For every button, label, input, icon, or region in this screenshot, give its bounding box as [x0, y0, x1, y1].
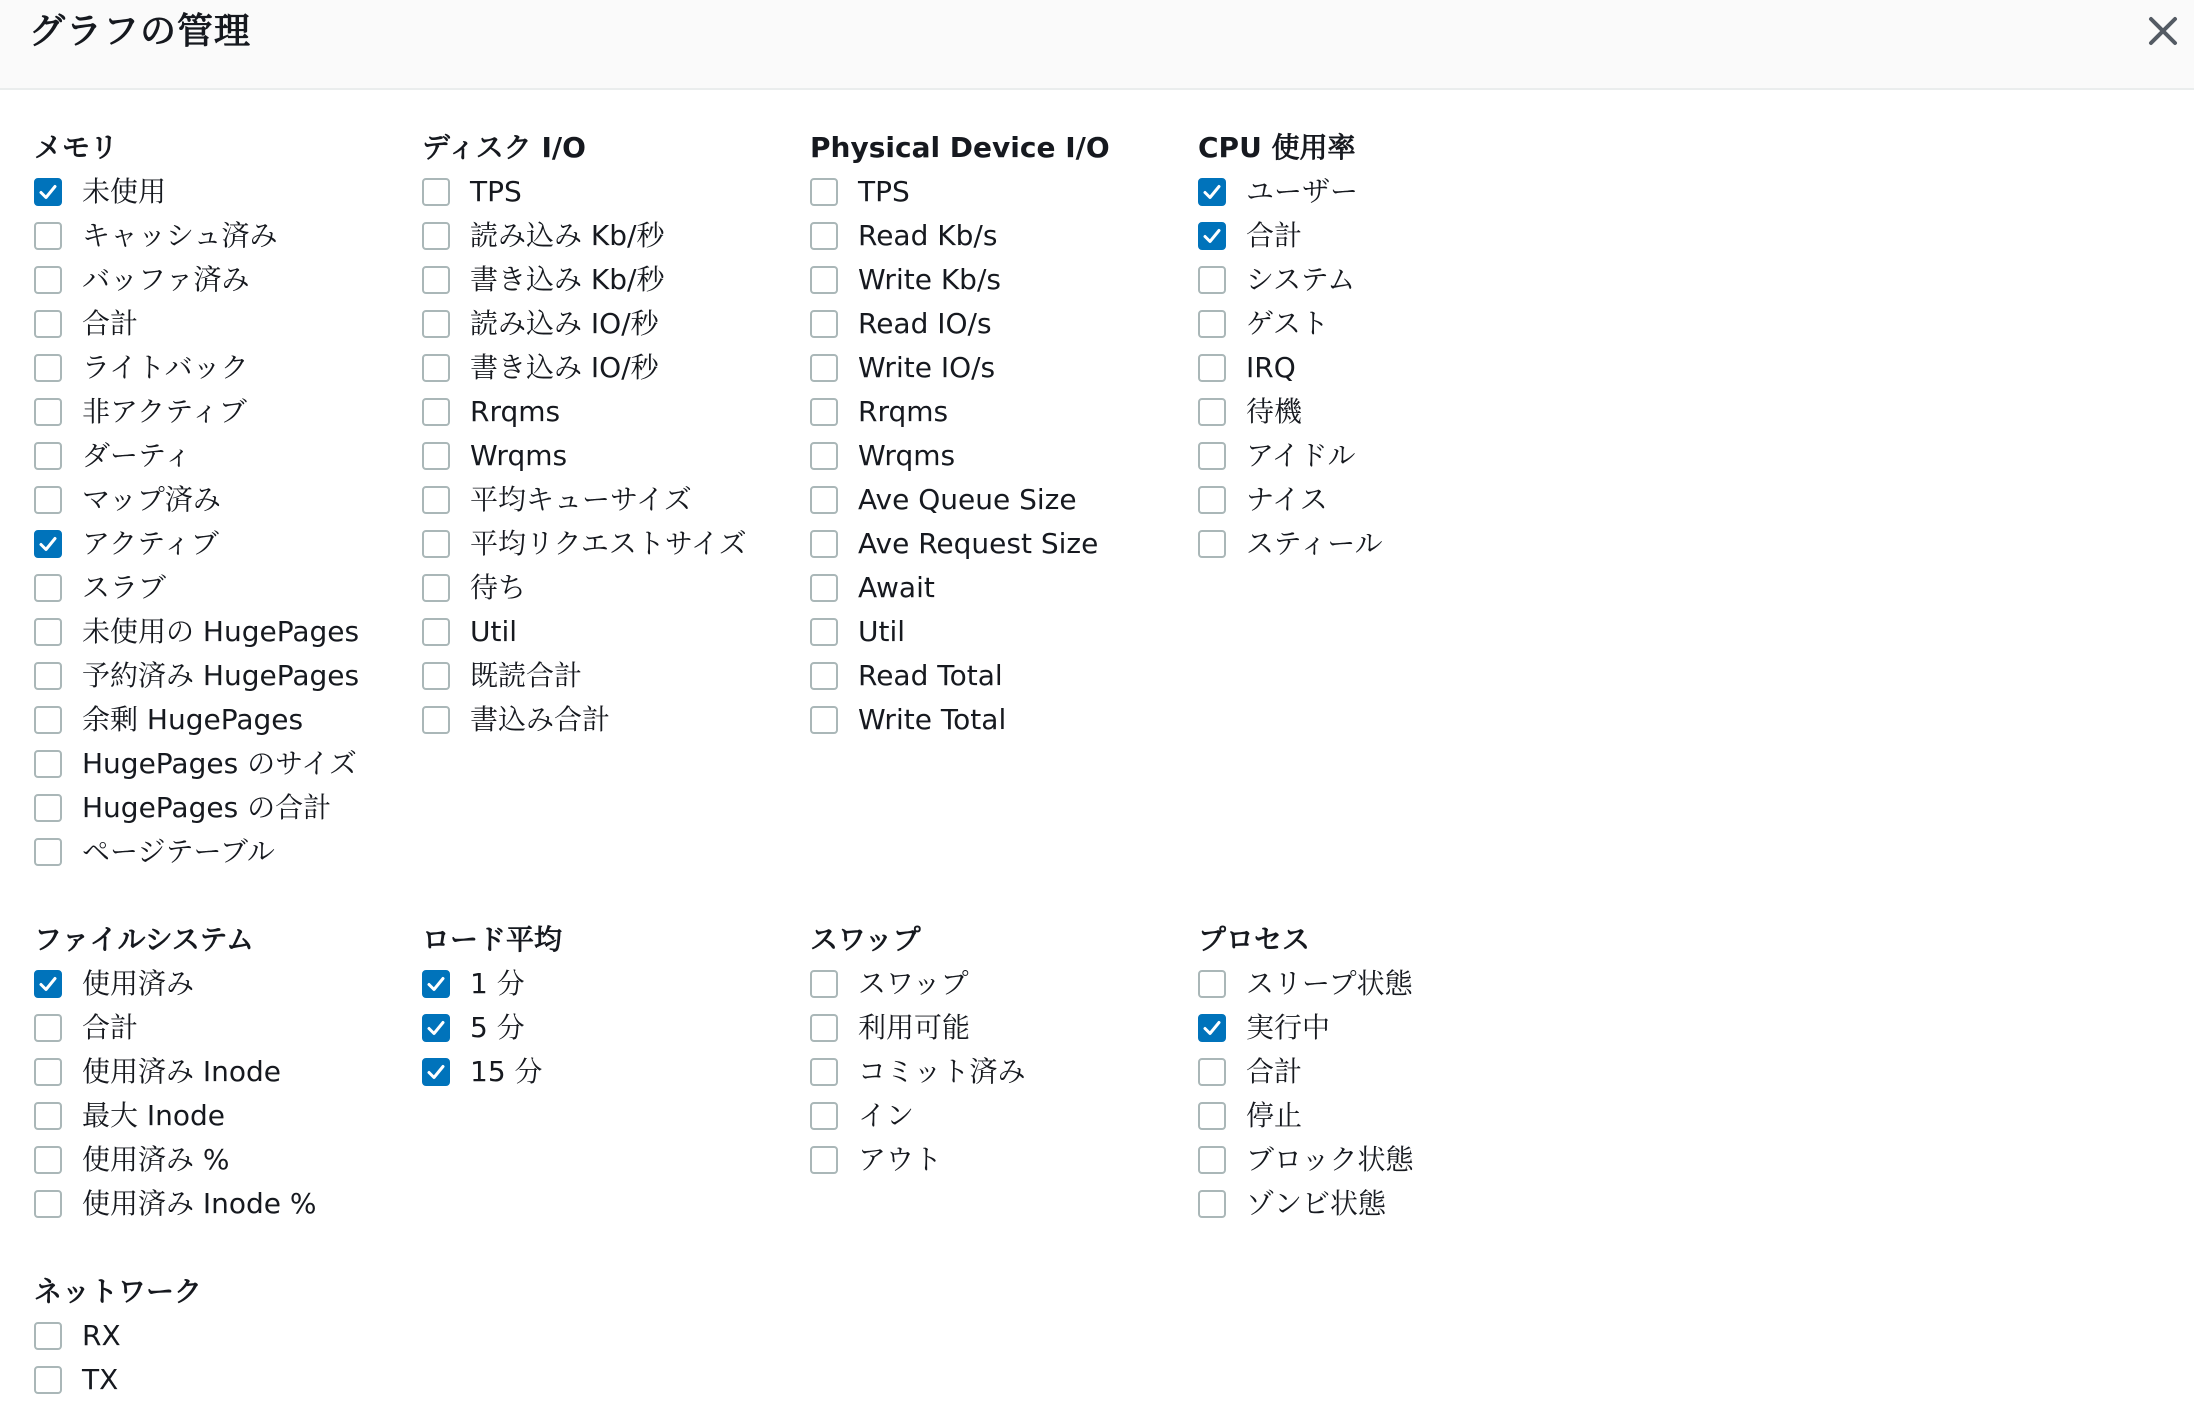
- checkbox-label: TPS: [470, 175, 522, 208]
- checkbox-unchecked[interactable]: [34, 838, 62, 866]
- checkbox-option[interactable]: [810, 1138, 1190, 1182]
- checkbox-checked[interactable]: [34, 530, 62, 558]
- checkbox-label: システム: [1246, 263, 1356, 296]
- checkbox-unchecked[interactable]: [34, 266, 62, 294]
- checkbox-option[interactable]: [810, 1006, 1190, 1050]
- checkbox-option[interactable]: [810, 478, 1190, 522]
- checkmark-icon: [426, 1018, 446, 1038]
- checkbox-label: スラブ: [82, 571, 167, 604]
- checkbox-label: Read Kb/s: [858, 219, 998, 252]
- checkbox-option[interactable]: [422, 302, 802, 346]
- checkbox-unchecked[interactable]: [1198, 398, 1226, 426]
- checkbox-label: Rrqms: [858, 395, 949, 428]
- checkbox-option[interactable]: [810, 258, 1190, 302]
- checkbox-option[interactable]: [422, 390, 802, 434]
- checkbox-label: 平均キューサイズ: [470, 483, 692, 516]
- checkbox-option[interactable]: [810, 566, 1190, 610]
- checkbox-unchecked[interactable]: [1198, 970, 1226, 998]
- checkbox-unchecked[interactable]: [422, 706, 450, 734]
- checkbox-label: バッファ済み: [82, 263, 250, 296]
- checkbox-unchecked[interactable]: [422, 530, 450, 558]
- checkbox-unchecked[interactable]: [34, 1102, 62, 1130]
- checkbox-label: HugePages の合計: [82, 791, 332, 824]
- checkbox-unchecked[interactable]: [1198, 486, 1226, 514]
- checkbox-label: ゲスト: [1246, 307, 1329, 340]
- checkbox-unchecked[interactable]: [810, 222, 838, 250]
- checkbox-label: ナイス: [1246, 483, 1328, 516]
- checkbox-unchecked[interactable]: [34, 1058, 62, 1086]
- checkbox-label: 読み込み Kb/秒: [470, 219, 665, 252]
- checkbox-option[interactable]: [1198, 170, 1578, 214]
- checkbox-label: Write Total: [858, 703, 1007, 736]
- checkbox-label: Read IO/s: [858, 307, 992, 340]
- checkbox-option[interactable]: [34, 698, 414, 742]
- checkbox-option[interactable]: [810, 434, 1190, 478]
- checkmark-icon: [38, 182, 58, 202]
- checkbox-label: 最大 Inode: [82, 1099, 226, 1132]
- checkbox-option[interactable]: [422, 654, 802, 698]
- checkbox-unchecked[interactable]: [810, 1014, 838, 1042]
- checkbox-label: ゾンビ状態: [1246, 1187, 1387, 1220]
- group-title-filesystem: ファイルシステム: [34, 923, 254, 956]
- checkbox-checked[interactable]: [1198, 1014, 1226, 1042]
- checkbox-option[interactable]: [34, 522, 414, 566]
- checkbox-option[interactable]: [810, 390, 1190, 434]
- checkbox-label: TPS: [858, 175, 910, 208]
- checkbox-label: 合計: [1246, 1055, 1303, 1088]
- checkbox-unchecked[interactable]: [422, 266, 450, 294]
- checkbox-label: Rrqms: [470, 395, 561, 428]
- checkbox-unchecked[interactable]: [34, 398, 62, 426]
- checkbox-label: 15 分: [470, 1055, 543, 1088]
- checkbox-unchecked[interactable]: [34, 706, 62, 734]
- checkbox-option[interactable]: [810, 1094, 1190, 1138]
- checkbox-option[interactable]: [422, 522, 802, 566]
- checkbox-unchecked[interactable]: [34, 442, 62, 470]
- checkbox-option[interactable]: [422, 962, 802, 1006]
- checkbox-label: 書き込み IO/秒: [470, 351, 659, 384]
- checkbox-option[interactable]: [1198, 390, 1578, 434]
- checkbox-label: 使用済み %: [82, 1143, 230, 1176]
- dialog-header: [0, 0, 2194, 90]
- checkbox-unchecked[interactable]: [34, 794, 62, 822]
- group-title-disk-io: ディスク I/O: [422, 131, 586, 164]
- checkbox-unchecked[interactable]: [34, 1322, 62, 1350]
- checkbox-label: 1 分: [470, 967, 525, 1000]
- checkbox-option[interactable]: [34, 390, 414, 434]
- checkbox-unchecked[interactable]: [422, 442, 450, 470]
- checkbox-label: Await: [858, 571, 935, 604]
- checkbox-option[interactable]: [810, 1050, 1190, 1094]
- checkbox-unchecked[interactable]: [1198, 530, 1226, 558]
- checkbox-label: Ave Request Size: [858, 527, 1099, 560]
- checkbox-label: ユーザー: [1246, 175, 1359, 208]
- group-title-cpu: CPU 使用率: [1198, 131, 1356, 164]
- checkbox-label: 5 分: [470, 1011, 525, 1044]
- checkbox-option[interactable]: [34, 962, 414, 1006]
- checkbox-option[interactable]: [422, 698, 802, 742]
- checkbox-option[interactable]: [422, 214, 802, 258]
- checkbox-label: 使用済み: [82, 967, 195, 1000]
- checkbox-unchecked[interactable]: [422, 222, 450, 250]
- checkbox-unchecked[interactable]: [34, 662, 62, 690]
- checkbox-label: スリープ状態: [1246, 967, 1413, 1000]
- checkbox-label: IRQ: [1246, 351, 1296, 384]
- checkbox-unchecked[interactable]: [422, 310, 450, 338]
- checkbox-unchecked[interactable]: [422, 178, 450, 206]
- checkbox-unchecked[interactable]: [810, 618, 838, 646]
- checkbox-option[interactable]: [34, 434, 414, 478]
- checkbox-unchecked[interactable]: [1198, 310, 1226, 338]
- checkbox-label: 書込み合計: [470, 703, 611, 736]
- checkbox-label: 合計: [1246, 219, 1303, 252]
- checkbox-option[interactable]: [34, 302, 414, 346]
- checkmark-icon: [1202, 1018, 1222, 1038]
- checkbox-label: RX: [82, 1319, 121, 1352]
- checkmark-icon: [426, 974, 446, 994]
- checkbox-unchecked[interactable]: [810, 178, 838, 206]
- checkbox-label: TX: [82, 1363, 119, 1396]
- checkbox-option[interactable]: [422, 1050, 802, 1094]
- checkbox-option[interactable]: [422, 434, 802, 478]
- checkbox-label: 平均リクエストサイズ: [470, 527, 747, 560]
- checkbox-unchecked[interactable]: [34, 1190, 62, 1218]
- checkbox-option[interactable]: [1198, 1006, 1578, 1050]
- group-title-process: プロセス: [1198, 923, 1311, 956]
- checkbox-option[interactable]: [810, 522, 1190, 566]
- checkbox-option[interactable]: [34, 1138, 414, 1182]
- checkbox-option[interactable]: [34, 742, 414, 786]
- checkbox-option[interactable]: [34, 1182, 414, 1226]
- checkbox-label: ライトバック: [82, 351, 249, 384]
- checkbox-label: 実行中: [1246, 1011, 1331, 1044]
- checkbox-option[interactable]: [810, 698, 1190, 742]
- checkbox-option[interactable]: [34, 214, 414, 258]
- checkbox-label: 非アクティブ: [82, 395, 247, 428]
- checkbox-label: ダーティ: [82, 439, 192, 472]
- checkbox-unchecked[interactable]: [34, 1146, 62, 1174]
- checkbox-unchecked[interactable]: [1198, 1190, 1226, 1218]
- checkbox-option[interactable]: [1198, 302, 1578, 346]
- checkbox-unchecked[interactable]: [810, 266, 838, 294]
- checkbox-unchecked[interactable]: [810, 486, 838, 514]
- checkbox-option[interactable]: [810, 346, 1190, 390]
- checkbox-label: 停止: [1246, 1099, 1303, 1132]
- checkbox-label: スワップ: [858, 967, 969, 1000]
- checkbox-unchecked[interactable]: [810, 970, 838, 998]
- checkbox-unchecked[interactable]: [810, 706, 838, 734]
- group-title-network: ネットワーク: [34, 1275, 203, 1308]
- group-load-average: [422, 918, 802, 1094]
- checkbox-unchecked[interactable]: [1198, 442, 1226, 470]
- checkbox-label: Ave Queue Size: [858, 483, 1077, 516]
- checkbox-option[interactable]: [422, 1006, 802, 1050]
- dialog-title: グラフの管理: [29, 11, 252, 52]
- group-title-memory: メモリ: [34, 131, 119, 164]
- checkbox-option[interactable]: [34, 786, 414, 830]
- checkbox-unchecked[interactable]: [810, 442, 838, 470]
- checkbox-option[interactable]: [1198, 214, 1578, 258]
- checkbox-checked[interactable]: [1198, 178, 1226, 206]
- checkbox-label: 未使用の HugePages: [82, 615, 360, 648]
- checkbox-label: マップ済み: [82, 483, 221, 516]
- checkmark-icon: [1202, 226, 1222, 246]
- checkbox-unchecked[interactable]: [1198, 354, 1226, 382]
- checkbox-label: ブロック状態: [1246, 1143, 1414, 1176]
- group-physical-device-io: [810, 126, 1190, 742]
- checkbox-option[interactable]: [810, 302, 1190, 346]
- checkbox-option[interactable]: [810, 962, 1190, 1006]
- checkbox-option[interactable]: [422, 610, 802, 654]
- checkbox-unchecked[interactable]: [810, 1146, 838, 1174]
- checkbox-label: 待機: [1246, 395, 1303, 428]
- checkbox-option[interactable]: [810, 610, 1190, 654]
- checkbox-option[interactable]: [422, 170, 802, 214]
- checkbox-unchecked[interactable]: [34, 750, 62, 778]
- checkbox-label: ページテーブル: [82, 835, 275, 868]
- checkbox-option[interactable]: [422, 478, 802, 522]
- checkbox-option[interactable]: [810, 214, 1190, 258]
- checkbox-option[interactable]: [34, 1358, 414, 1402]
- close-button[interactable]: [2146, 14, 2180, 48]
- checkbox-unchecked[interactable]: [34, 310, 62, 338]
- checkbox-label: 読み込み IO/秒: [470, 307, 659, 340]
- checkbox-unchecked[interactable]: [34, 222, 62, 250]
- checkbox-option[interactable]: [34, 830, 414, 874]
- checkbox-unchecked[interactable]: [422, 618, 450, 646]
- group-title-swap: スワップ: [810, 923, 921, 956]
- group-disk-io: [422, 126, 802, 742]
- checkbox-label: アイドル: [1246, 439, 1356, 472]
- group-cpu: [1198, 126, 1578, 566]
- checkbox-option[interactable]: [1198, 434, 1578, 478]
- checkbox-option[interactable]: [810, 170, 1190, 214]
- checkbox-option[interactable]: [1198, 522, 1578, 566]
- checkbox-option[interactable]: [34, 478, 414, 522]
- checkbox-unchecked[interactable]: [1198, 1058, 1226, 1086]
- checkmark-icon: [38, 974, 58, 994]
- checkbox-label: Util: [470, 615, 518, 648]
- checkbox-label: 使用済み Inode %: [82, 1187, 317, 1220]
- group-title-load-average: ロード平均: [422, 923, 563, 956]
- close-icon[interactable]: [2146, 14, 2180, 48]
- checkbox-option[interactable]: [1198, 1094, 1578, 1138]
- checkbox-checked[interactable]: [34, 178, 62, 206]
- checkbox-label: アクティブ: [82, 527, 219, 560]
- checkbox-checked[interactable]: [34, 970, 62, 998]
- group-network: [34, 1270, 414, 1402]
- group-swap: [810, 918, 1190, 1182]
- checkbox-option[interactable]: [34, 1094, 414, 1138]
- checkbox-label: 使用済み Inode: [82, 1055, 282, 1088]
- checkmark-icon: [38, 534, 58, 554]
- checkbox-label: 合計: [82, 1011, 139, 1044]
- checkbox-label: Wrqms: [470, 439, 568, 472]
- checkbox-checked[interactable]: [422, 970, 450, 998]
- checkbox-label: 予約済み HugePages: [82, 659, 360, 692]
- checkmark-icon: [1202, 182, 1222, 202]
- checkbox-label: 利用可能: [858, 1011, 971, 1044]
- checkbox-unchecked[interactable]: [422, 574, 450, 602]
- checkbox-label: アウト: [858, 1143, 943, 1176]
- checkbox-option[interactable]: [34, 566, 414, 610]
- checkbox-label: 既読合計: [470, 659, 583, 692]
- checkbox-option[interactable]: [1198, 478, 1578, 522]
- checkbox-label: コミット済み: [858, 1055, 1026, 1088]
- checkbox-unchecked[interactable]: [1198, 1146, 1226, 1174]
- checkbox-unchecked[interactable]: [34, 1366, 62, 1394]
- checkbox-option[interactable]: [34, 258, 414, 302]
- checkbox-unchecked[interactable]: [810, 398, 838, 426]
- checkbox-unchecked[interactable]: [422, 398, 450, 426]
- checkbox-option[interactable]: [810, 654, 1190, 698]
- group-memory: [34, 126, 414, 874]
- checkbox-option[interactable]: [1198, 1182, 1578, 1226]
- group-title-physical-device-io: Physical Device I/O: [810, 131, 1110, 164]
- checkbox-unchecked[interactable]: [422, 354, 450, 382]
- checkbox-label: 書き込み Kb/秒: [470, 263, 665, 296]
- checkbox-checked[interactable]: [422, 1058, 450, 1086]
- checkbox-label: 待ち: [470, 571, 527, 604]
- checkbox-option[interactable]: [1198, 962, 1578, 1006]
- checkbox-option[interactable]: [1198, 346, 1578, 390]
- checkbox-option[interactable]: [34, 610, 414, 654]
- group-filesystem: [34, 918, 414, 1226]
- checkbox-option[interactable]: [422, 258, 802, 302]
- checkbox-unchecked[interactable]: [34, 574, 62, 602]
- checkbox-option[interactable]: [34, 1006, 414, 1050]
- checkmark-icon: [426, 1062, 446, 1082]
- group-process: [1198, 918, 1578, 1226]
- checkbox-unchecked[interactable]: [810, 574, 838, 602]
- checkbox-unchecked[interactable]: [810, 662, 838, 690]
- checkbox-unchecked[interactable]: [422, 662, 450, 690]
- checkbox-option[interactable]: [34, 1314, 414, 1358]
- checkbox-label: イン: [858, 1099, 915, 1132]
- checkbox-unchecked[interactable]: [810, 354, 838, 382]
- checkbox-label: HugePages のサイズ: [82, 747, 357, 780]
- checkbox-label: Write Kb/s: [858, 263, 1001, 296]
- checkbox-label: 余剰 HugePages: [82, 703, 304, 736]
- checkbox-unchecked[interactable]: [1198, 266, 1226, 294]
- checkbox-unchecked[interactable]: [810, 310, 838, 338]
- checkbox-unchecked[interactable]: [34, 1014, 62, 1042]
- checkbox-label: スティール: [1246, 527, 1383, 560]
- checkbox-label: Read Total: [858, 659, 1003, 692]
- checkbox-unchecked[interactable]: [34, 354, 62, 382]
- checkbox-unchecked[interactable]: [810, 1102, 838, 1130]
- checkbox-unchecked[interactable]: [422, 486, 450, 514]
- checkbox-option[interactable]: [34, 1050, 414, 1094]
- checkbox-checked[interactable]: [422, 1014, 450, 1042]
- checkbox-label: Wrqms: [858, 439, 956, 472]
- checkbox-option[interactable]: [1198, 1138, 1578, 1182]
- checkbox-option[interactable]: [422, 346, 802, 390]
- checkbox-option[interactable]: [1198, 1050, 1578, 1094]
- checkbox-option[interactable]: [34, 170, 414, 214]
- checkbox-label: キャッシュ済み: [82, 219, 278, 252]
- checkbox-option[interactable]: [422, 566, 802, 610]
- checkbox-option[interactable]: [34, 346, 414, 390]
- checkbox-option[interactable]: [1198, 258, 1578, 302]
- checkbox-unchecked[interactable]: [810, 1058, 838, 1086]
- checkbox-option[interactable]: [34, 654, 414, 698]
- checkbox-unchecked[interactable]: [34, 486, 62, 514]
- checkbox-label: Write IO/s: [858, 351, 996, 384]
- checkbox-unchecked[interactable]: [1198, 1102, 1226, 1130]
- checkbox-label: Util: [858, 615, 906, 648]
- checkbox-label: 合計: [82, 307, 139, 340]
- checkbox-unchecked[interactable]: [34, 618, 62, 646]
- checkbox-checked[interactable]: [1198, 222, 1226, 250]
- checkbox-unchecked[interactable]: [810, 530, 838, 558]
- checkbox-label: 未使用: [82, 175, 167, 208]
